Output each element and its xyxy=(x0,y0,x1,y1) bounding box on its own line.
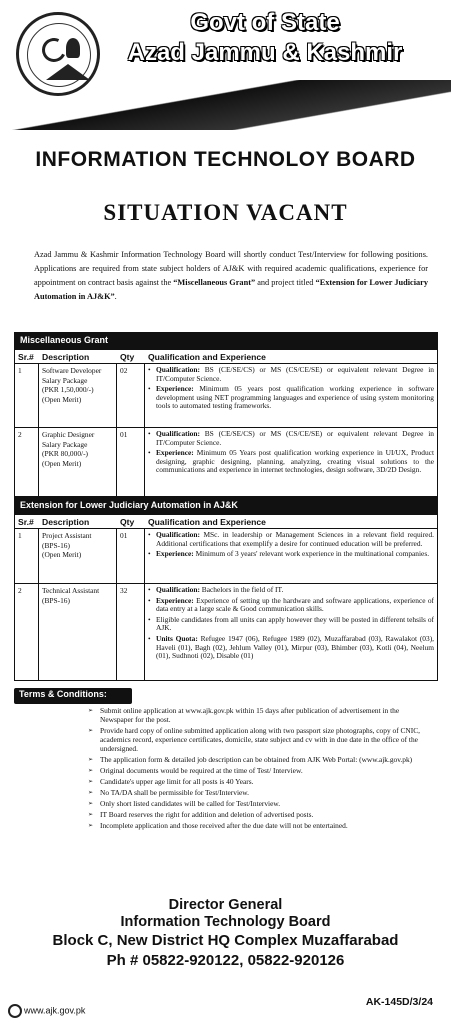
cell-description xyxy=(39,529,117,583)
signature-block xyxy=(0,897,451,970)
state-seal-logo xyxy=(16,12,100,96)
qual-label: Experience: xyxy=(156,448,194,458)
experience-item xyxy=(148,550,434,559)
website-footer xyxy=(8,1004,85,1018)
desc-line: (BPS-16) xyxy=(42,595,70,605)
desc-line: (Open Merit) xyxy=(42,394,82,404)
desc-line: Salary Package xyxy=(42,375,88,385)
header xyxy=(0,0,451,140)
qual-text: Minimum of 3 years' relevant work experience in the multinational companies. xyxy=(193,549,430,559)
org-title: INFORMATION TECHNOLOY BOARD xyxy=(35,148,416,171)
table-row xyxy=(15,428,437,496)
globe-icon xyxy=(8,1004,22,1018)
col-qty: Qty xyxy=(120,516,135,527)
page-heading: SITUATION VACANT xyxy=(103,200,348,225)
desc-line: Software Developer xyxy=(42,366,102,375)
qual-label: Qualification: xyxy=(156,585,200,594)
mountain-icon xyxy=(46,64,90,80)
cell-qualification xyxy=(145,584,437,680)
list-item: ➢ Submit online application at www.ajk.gov.pk within 15 days after publication of advertisement in the Newspaper for the post. xyxy=(88,706,430,724)
col-sr: Sr.# xyxy=(18,351,34,362)
list-item: ➢ IT Board reserves the right for addition and deletion of advertised posts. xyxy=(88,810,430,819)
list-item: ➢ No TA/DA shall be permissible for Test/Interview. xyxy=(88,788,430,797)
qual-text: Minimum 05 years post qualification working experience in software development using NET programming languages and experience of using system monitoring tools to automated testing frameworks. xyxy=(156,384,434,411)
signatory-address: Block C, New District HQ Complex Muzaffarabad xyxy=(52,932,399,949)
cell-qty: 01 xyxy=(117,428,145,496)
list-item: ➢ Only short listed candidates will be called for Test/Interview. xyxy=(88,799,430,808)
col-sr: Sr.# xyxy=(18,516,34,527)
col-description: Description xyxy=(42,351,90,362)
signatory-phone: Ph # 05822-920122, 05822-920126 xyxy=(106,952,345,969)
section-title: Extension for Lower Judiciary Automation in AJ&K xyxy=(15,498,437,515)
table-miscellaneous-grant xyxy=(14,332,438,497)
eligibility-item xyxy=(148,616,434,633)
seal-inner-ring xyxy=(27,23,91,87)
experience-item xyxy=(148,449,434,475)
desc-line: Technical Assistant xyxy=(42,586,100,595)
chinar-leaf-icon xyxy=(66,38,80,58)
section-title: Miscellaneous Grant xyxy=(15,333,437,350)
header-line-1: Govt of State xyxy=(190,9,340,36)
cell-qty: 01 xyxy=(117,529,145,583)
intro-text-1: Azad Jammu & Kashmir Information Technology Board will shortly conduct Test/Interview for following positions. Applications are required from state subject holders of AJ&K with required academic qualifications, experience for appointment on contract basis against the xyxy=(34,250,428,287)
list-item: ➢ The application form & detailed job description can be obtained from AJK Web Portal: (www.ajk.gov.pk) xyxy=(88,755,430,764)
cell-sr: 2 xyxy=(15,428,39,496)
qualification-item xyxy=(148,366,434,383)
qual-text: Eligible candidates from all units can apply however they will be posted in different tehsils of AJK. xyxy=(156,614,434,633)
website-link[interactable]: www.ajk.gov.pk xyxy=(24,1005,86,1016)
cell-description xyxy=(39,584,117,680)
cell-qualification xyxy=(145,529,437,583)
table-row xyxy=(15,529,437,584)
column-header-row xyxy=(15,350,437,364)
header-line-2: Azad Jammu & Kashmir xyxy=(127,39,403,66)
col-qty: Qty xyxy=(120,351,135,362)
desc-line: (Open Merit) xyxy=(42,550,82,559)
desc-line: (PKR 1,50,000/-) xyxy=(42,385,94,394)
qualification-item xyxy=(148,531,434,548)
qual-label: Units Quota: xyxy=(156,633,198,643)
table-row xyxy=(15,584,437,680)
desc-line: Graphic Designer xyxy=(42,430,95,439)
col-description: Description xyxy=(42,516,90,527)
cell-sr: 2 xyxy=(15,584,39,680)
experience-item xyxy=(148,385,434,411)
list-item: ➢ Provide hard copy of online submitted application along with two passport size photographs, copy of CNIC, academics record, experience certificates, domicile, state subject and cv with in due date in the office of the undersigned. xyxy=(88,726,430,753)
qualification-item xyxy=(148,430,434,447)
qual-text: Minimum 05 Years post qualification working experience in UI/UX, Product designing, graphic designing, planning, analyzing, creating visual solutions to the communications and experience in internet technologies, design software, 3D/2D Design. xyxy=(156,448,434,475)
qual-label: Experience: xyxy=(156,549,194,559)
qualification-item xyxy=(148,586,434,595)
header-title xyxy=(100,8,430,68)
intro-text-2: and project titled xyxy=(255,278,316,287)
list-item: ➢ Incomplete application and those received after the due date will not be entertained. xyxy=(88,821,430,830)
qual-text: BS (CE/SE/CS) or MS (CS/CE/SE) or equivalent relevant Degree in IT/Computer Science. xyxy=(156,429,434,447)
qual-text: MSc. in leadership or Management Sciences in a relevant field required. Additional certifications that exemplify a desire for continued education will be preferred. xyxy=(156,530,434,548)
col-qualification: Qualification and Experience xyxy=(148,516,266,527)
list-item: ➢ Candidate's upper age limit for all posts is 40 Years. xyxy=(88,777,430,786)
intro-text-3: . xyxy=(114,292,117,301)
table-row xyxy=(15,364,437,428)
units-quota-item xyxy=(148,635,434,661)
qual-label: Qualification: xyxy=(156,429,200,438)
table-judiciary-automation xyxy=(14,497,438,681)
col-qualification: Qualification and Experience xyxy=(148,351,266,362)
qual-text: Refugee 1947 (06), Refugee 1989 (02), Muzaffarabad (03), Rawalakot (03), Haveli (01), Bagh (02), Jehlum Valley (01), Mirpur (03), Bhimber (03), Kotli (04), Neelum (01), Sudhnoti (02), Disable (01) xyxy=(156,633,434,661)
terms-list xyxy=(88,706,430,832)
reference-number: AK-145D/3/24 xyxy=(365,996,433,1008)
terms-heading: Terms & Conditions: xyxy=(14,688,132,704)
experience-item xyxy=(148,597,434,614)
cell-qty: 02 xyxy=(117,364,145,427)
cell-sr: 1 xyxy=(15,364,39,427)
desc-line: (Open Merit) xyxy=(42,458,82,468)
desc-line: Project Assistant xyxy=(42,531,92,540)
crescent-icon xyxy=(39,35,70,66)
cell-description xyxy=(39,364,117,427)
qual-text: Bachelors in the field of IT. xyxy=(199,585,284,594)
list-item: ➢ Original documents would be required at the time of Test/ Interview. xyxy=(88,766,430,775)
qual-text: Experience of setting up the hardware and software applications, experience of data entry at a large scale & Good communication skills. xyxy=(156,595,434,614)
qual-text: BS (CE/SE/CS) or MS (CS/CE/SE) or equivalent relevant Degree in IT/Computer Science. xyxy=(156,365,434,383)
qual-label: Qualification: xyxy=(156,365,200,374)
cell-qualification xyxy=(145,364,437,427)
cell-qualification xyxy=(145,428,437,496)
qual-label: Experience: xyxy=(156,595,194,605)
qual-label: Experience: xyxy=(156,384,194,394)
intro-bold-2: “Extension for Lower Judiciary Automation in AJ&K” xyxy=(34,278,428,301)
intro-paragraph xyxy=(34,248,428,304)
desc-line: Salary Package xyxy=(42,439,88,449)
cell-qty: 32 xyxy=(117,584,145,680)
intro-bold-1: “Miscellaneous Grant” xyxy=(173,278,256,287)
column-header-row xyxy=(15,515,437,529)
desc-line: (PKR 80,000/-) xyxy=(42,449,88,458)
qual-label: Qualification: xyxy=(156,530,200,539)
cell-sr: 1 xyxy=(15,529,39,583)
cell-description xyxy=(39,428,117,496)
signatory-title: Director General xyxy=(168,897,283,913)
signatory-org: Information Technology Board xyxy=(120,914,331,930)
desc-line: (BPS-16) xyxy=(42,540,70,550)
